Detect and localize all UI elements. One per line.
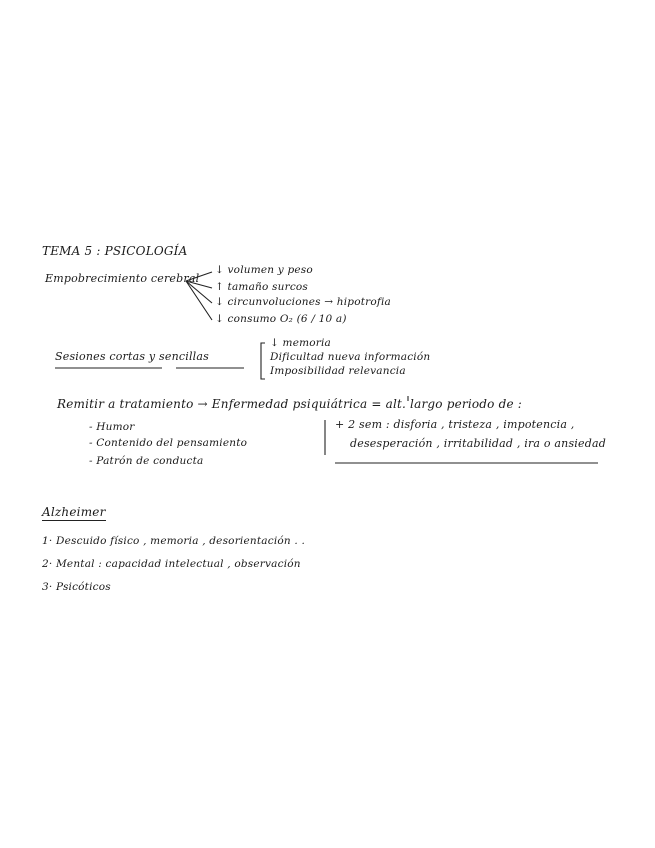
page-title: TEMA 5 : PSICOLOGÍA (42, 244, 188, 258)
section2-label: Sesiones cortas y sencillas (55, 350, 209, 363)
bracket-section2 (261, 343, 265, 379)
section1-item-2: ↑ tamaño surcos (215, 281, 309, 293)
section4-heading: Alzheimer (42, 505, 106, 519)
section3-note-line-2: desesperación , irritabilidad , ira o ansiedad (350, 437, 606, 450)
section2-item-1: ↓ memoria (270, 337, 332, 349)
section2-item-3: Imposibilidad relevancia (270, 365, 406, 377)
section4-item-2: 2· Mental : capacidad intelectual , observación (42, 558, 301, 570)
section2-item-2: Dificultad nueva información (270, 351, 431, 363)
section1-label: Empobrecimiento cerebral (45, 272, 200, 285)
section1-item-3: ↓ circunvoluciones → hipotrofia (215, 296, 391, 308)
section3-heading: Remitir a tratamiento → Enfermedad psiquiátrica = alt. largo periodo de : (57, 397, 523, 411)
section3-item-1: - Humor (89, 421, 135, 433)
section1-item-4: ↓ consumo O₂ (6 / 10 a) (215, 313, 347, 325)
section4-item-1: 1· Descuido físico , memoria , desorientación . . (42, 535, 306, 547)
section3-item-3: - Patrón de conducta (89, 455, 204, 467)
section3-note-line-1: + 2 sem : disforia , tristeza , impotencia , (335, 418, 575, 431)
section3-item-2: - Contenido del pensamiento (89, 437, 248, 449)
section4-item-3: 3· Psicóticos (42, 581, 111, 593)
section1-item-1: ↓ volumen y peso (215, 264, 313, 276)
